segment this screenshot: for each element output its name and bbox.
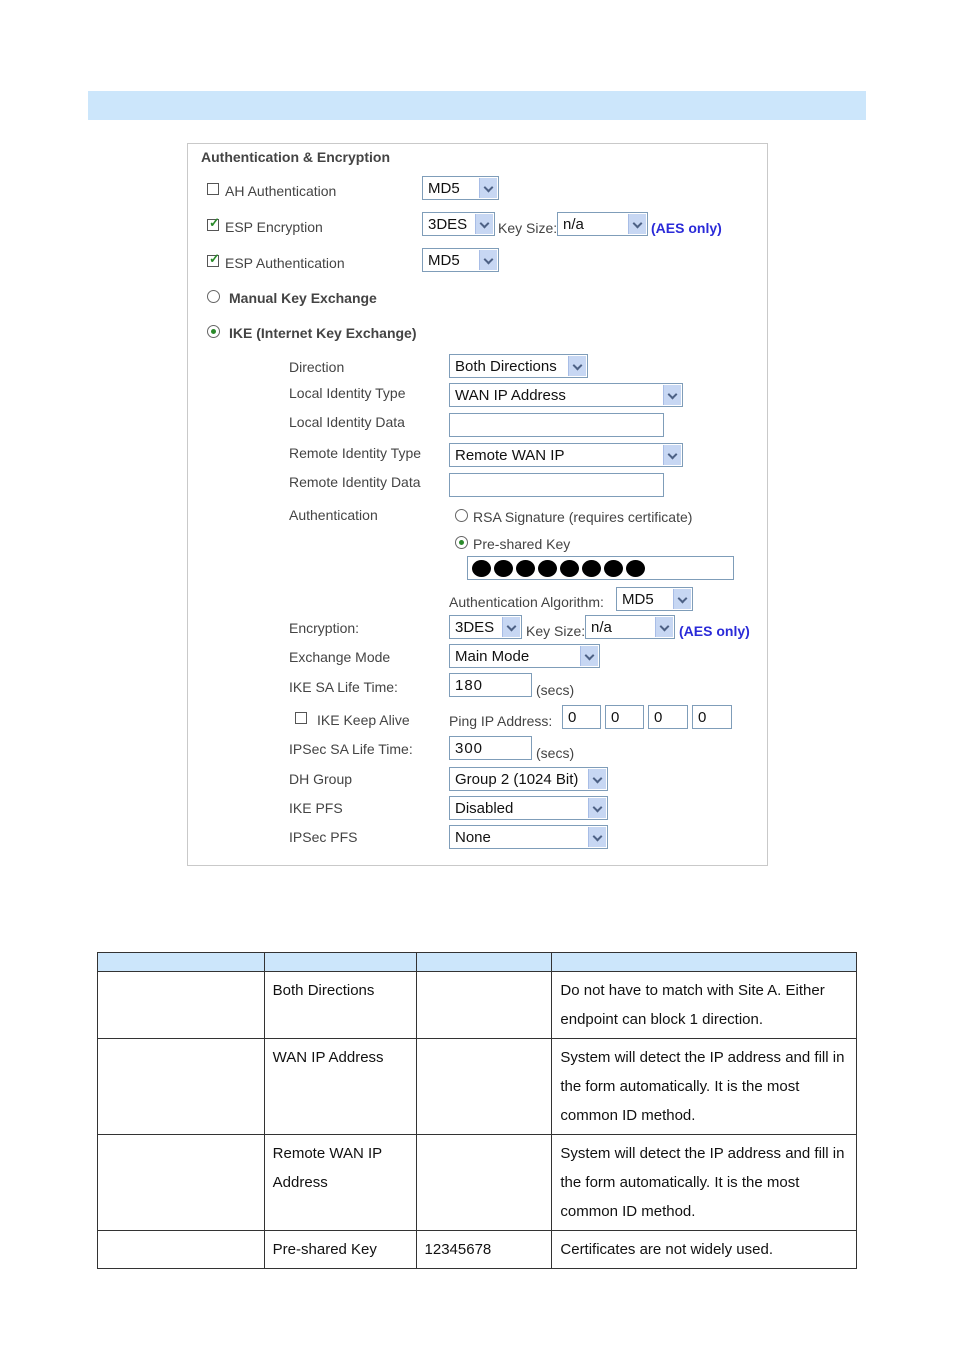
esp-aes-note: (AES only) xyxy=(651,220,722,236)
ipsec-pfs-label: IPSec PFS xyxy=(289,829,358,845)
encryption-value: 3DES xyxy=(455,619,495,636)
table-cell xyxy=(416,1135,552,1231)
table-header-cell xyxy=(416,953,552,972)
ike-pfs-value: Disabled xyxy=(455,800,514,817)
dh-group-label: DH Group xyxy=(289,771,353,787)
psk-password-input[interactable] xyxy=(467,556,734,580)
table-cell xyxy=(98,1231,265,1269)
chevron-down-icon xyxy=(588,769,606,789)
chevron-down-icon xyxy=(479,250,497,270)
esp-auth-label: ESP Authentication xyxy=(225,255,345,271)
chevron-down-icon xyxy=(475,214,493,234)
ah-auth-select[interactable] xyxy=(422,176,499,200)
rsa-radio[interactable] xyxy=(455,509,468,522)
section-banner xyxy=(88,91,866,120)
ipsec-sa-life-input[interactable] xyxy=(449,736,532,760)
exchange-mode-label: Exchange Mode xyxy=(289,649,391,665)
local-id-type-value: WAN IP Address xyxy=(455,387,566,404)
remote-id-type-value: Remote WAN IP xyxy=(455,447,565,464)
table-cell xyxy=(98,972,265,1039)
direction-select[interactable] xyxy=(449,354,588,378)
table-cell: Remote WAN IP Address xyxy=(264,1135,416,1231)
ike-key-size-label: Key Size: xyxy=(526,623,586,639)
ike-pfs-select[interactable] xyxy=(449,796,608,820)
table-header-cell xyxy=(98,953,265,972)
ping-ip-octet-4-value: 0 xyxy=(698,709,708,726)
ike-sa-life-label: IKE SA Life Time: xyxy=(289,679,398,695)
manual-key-label: Manual Key Exchange xyxy=(229,290,377,306)
ike-label: IKE (Internet Key Exchange) xyxy=(229,325,417,341)
keep-alive-checkbox[interactable] xyxy=(295,712,307,724)
local-id-type-label: Local Identity Type xyxy=(289,385,406,401)
table-row xyxy=(98,1231,857,1269)
password-mask xyxy=(472,560,645,577)
ah-auth-value: MD5 xyxy=(428,180,460,197)
psk-label: Pre-shared Key xyxy=(473,536,571,552)
ipsec-sa-life-value: 300 xyxy=(455,740,484,757)
ike-sa-life-input[interactable] xyxy=(449,673,532,697)
ah-auth-checkbox[interactable] xyxy=(207,183,219,195)
table-row xyxy=(98,972,857,1039)
table-cell xyxy=(416,972,552,1039)
ike-key-size-select[interactable] xyxy=(585,615,675,639)
table-cell: System will detect the IP address and fill in the form automatically. It is the most common ID method. xyxy=(552,1039,857,1135)
ike-key-size-value: n/a xyxy=(591,619,612,636)
remote-id-data-label: Remote Identity Data xyxy=(289,474,421,490)
esp-enc-checkbox[interactable] xyxy=(207,215,220,231)
ipsec-pfs-value: None xyxy=(455,829,491,846)
auth-algorithm-value: MD5 xyxy=(622,591,654,608)
table-header-cell xyxy=(552,953,857,972)
table-header-row xyxy=(98,953,857,972)
chevron-down-icon xyxy=(479,178,497,198)
authentication-label: Authentication xyxy=(289,507,378,523)
psk-radio[interactable] xyxy=(455,536,468,549)
esp-auth-value: MD5 xyxy=(428,252,460,269)
remote-id-type-select[interactable] xyxy=(449,443,683,467)
ping-ip-label: Ping IP Address: xyxy=(449,713,553,729)
table-cell: Both Directions xyxy=(264,972,416,1039)
ping-ip-octet-2-value: 0 xyxy=(611,709,621,726)
table-cell: Certificates are not widely used. xyxy=(552,1231,857,1269)
ping-ip-octet-4[interactable] xyxy=(692,705,732,729)
chevron-down-icon xyxy=(502,617,520,637)
table-cell xyxy=(98,1039,265,1135)
check-icon: ✓ xyxy=(209,215,220,230)
ike-sa-life-value: 180 xyxy=(455,677,484,694)
chevron-down-icon xyxy=(628,214,646,234)
manual-key-radio[interactable] xyxy=(207,290,220,303)
radio-dot xyxy=(211,329,216,334)
esp-auth-checkbox[interactable] xyxy=(207,251,220,267)
table-cell xyxy=(416,1039,552,1135)
ipsec-sa-life-unit: (secs) xyxy=(536,745,575,761)
table-cell: System will detect the IP address and fill in the form automatically. It is the most common ID method. xyxy=(552,1135,857,1231)
local-id-data-input[interactable] xyxy=(449,413,664,437)
ah-auth-label: AH Authentication xyxy=(225,183,337,199)
ping-ip-octet-2[interactable] xyxy=(605,705,644,729)
exchange-mode-select[interactable] xyxy=(449,644,600,668)
dh-group-value: Group 2 (1024 Bit) xyxy=(455,771,579,788)
direction-value: Both Directions xyxy=(455,358,557,375)
chevron-down-icon xyxy=(663,445,681,465)
keep-alive-label: IKE Keep Alive xyxy=(317,712,410,728)
dh-group-select[interactable] xyxy=(449,767,608,791)
rsa-label: RSA Signature (requires certificate) xyxy=(473,509,693,525)
chevron-down-icon xyxy=(568,356,586,376)
esp-enc-label: ESP Encryption xyxy=(225,219,323,235)
ping-ip-octet-1[interactable] xyxy=(562,705,601,729)
ping-ip-octet-3-value: 0 xyxy=(654,709,664,726)
table-header-cell xyxy=(264,953,416,972)
chevron-down-icon xyxy=(588,827,606,847)
chevron-down-icon xyxy=(588,798,606,818)
encryption-label: Encryption: xyxy=(289,620,360,636)
table-cell: Pre-shared Key xyxy=(264,1231,416,1269)
ping-ip-octet-3[interactable] xyxy=(648,705,688,729)
esp-key-size-value: n/a xyxy=(563,216,584,233)
chevron-down-icon xyxy=(655,617,673,637)
local-id-data-label: Local Identity Data xyxy=(289,414,405,430)
table-row xyxy=(98,1039,857,1135)
esp-key-size-label: Key Size: xyxy=(498,220,558,236)
esp-auth-select[interactable] xyxy=(422,248,499,272)
esp-enc-value: 3DES xyxy=(428,216,468,233)
radio-dot xyxy=(459,540,464,545)
esp-enc-select[interactable] xyxy=(422,212,495,236)
encryption-select[interactable] xyxy=(449,615,522,639)
auth-algorithm-label: Authentication Algorithm: xyxy=(449,594,604,610)
settings-table xyxy=(97,952,857,1269)
check-icon: ✓ xyxy=(209,251,220,266)
ping-ip-octet-1-value: 0 xyxy=(568,709,578,726)
ike-radio[interactable] xyxy=(207,325,220,338)
ipsec-pfs-select[interactable] xyxy=(449,825,608,849)
panel-title: Authentication & Encryption xyxy=(201,149,390,165)
direction-label: Direction xyxy=(289,359,345,375)
local-id-type-select[interactable] xyxy=(449,383,683,407)
remote-id-type-label: Remote Identity Type xyxy=(289,445,422,461)
remote-id-data-input[interactable] xyxy=(449,473,664,497)
exchange-mode-value: Main Mode xyxy=(455,648,530,665)
table-row xyxy=(98,1135,857,1231)
esp-key-size-select[interactable] xyxy=(557,212,648,236)
ike-aes-note: (AES only) xyxy=(679,623,750,639)
table-cell: WAN IP Address xyxy=(264,1039,416,1135)
auth-algorithm-select[interactable] xyxy=(616,587,693,611)
chevron-down-icon xyxy=(673,589,691,609)
table-cell: Do not have to match with Site A. Either endpoint can block 1 direction. xyxy=(552,972,857,1039)
ike-sa-life-unit: (secs) xyxy=(536,682,575,698)
ipsec-sa-life-label: IPSec SA Life Time: xyxy=(289,741,413,757)
table-cell: 12345678 xyxy=(416,1231,552,1269)
chevron-down-icon xyxy=(663,385,681,405)
chevron-down-icon xyxy=(580,646,598,666)
table-cell xyxy=(98,1135,265,1231)
ike-pfs-label: IKE PFS xyxy=(289,800,343,816)
